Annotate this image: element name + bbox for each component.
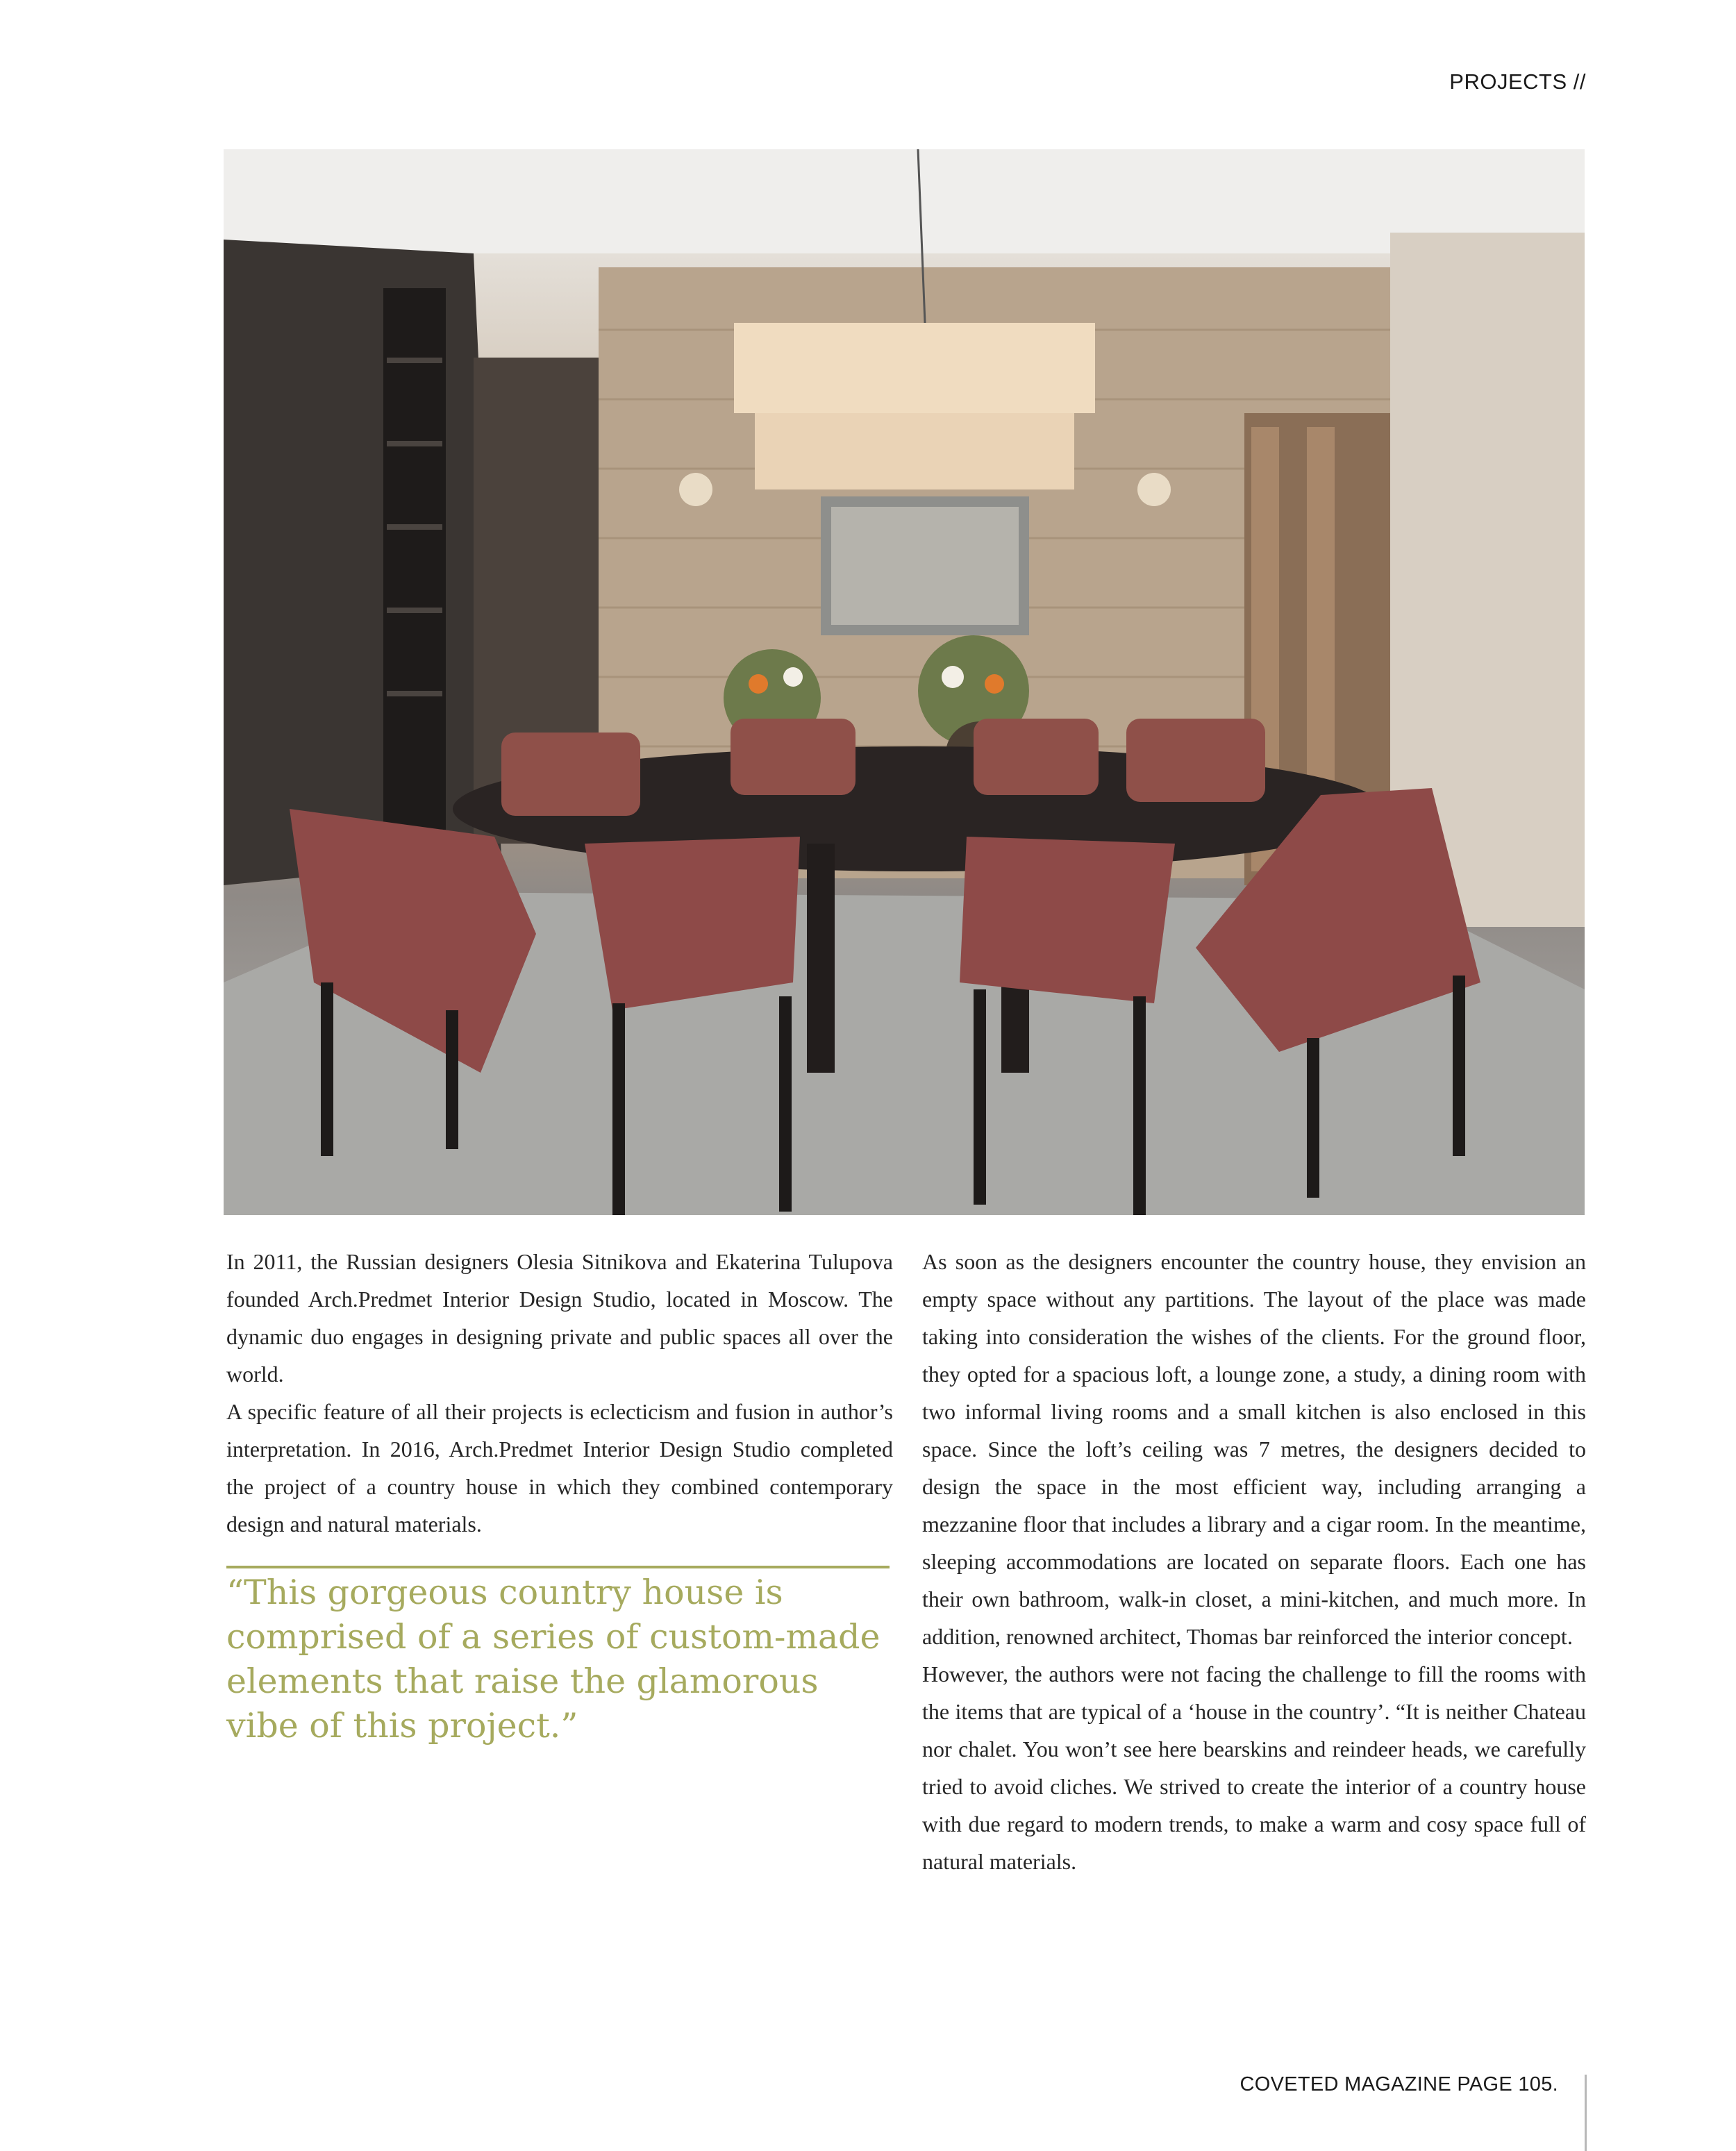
page-footer: COVETED MAGAZINE PAGE 105. (1240, 2073, 1558, 2095)
left-column (226, 1243, 893, 1543)
right-paragraph-2: However, the authors were not facing the challenge to fill the rooms with the items that are typical of a ‘house in the country’. “It is neither Chateau nor chalet. You won’t see here bearskins and reindeer heads, we carefully tried to avoid cliches. We strived to create the interior of a country house with due regard to modern trends, to make a warm and cosy space full of natural materials. (922, 1662, 1586, 1874)
dining-room-photo (224, 149, 1585, 1215)
dining-room-illustration (224, 149, 1585, 1215)
pull-quote-rule (226, 1566, 890, 1568)
footer-divider (1585, 2075, 1587, 2151)
pull-quote: “This gorgeous country house is comprised of a series of custom-made elements that raise the glamorous vibe of this project.” (226, 1573, 880, 1746)
section-label: PROJECTS // (1449, 69, 1586, 94)
left-paragraph-2: A specific feature of all their projects is eclecticism and fusion in author’s interpretation. In 2016, Arch.Predmet Interior Design Studio completed the project of a country house in which they combined contemporary design and natural materials. (226, 1399, 893, 1537)
left-paragraph-1: In 2011, the Russian designers Olesia Sitnikova and Ekaterina Tulupova founded Arch.Predmet Interior Design Studio, located in Moscow. The dynamic duo engages in designing private and public spaces all over the world. (226, 1249, 893, 1387)
right-column (922, 1243, 1586, 1880)
right-paragraph-1: As soon as the designers encounter the country house, they envision an empty space without any partitions. The layout of the place was made taking into consideration the wishes of the clients. For the ground floor, they opted for a spacious loft, a lounge zone, a study, a dining room with two informal living rooms and a small kitchen is also enclosed in this space. Since the loft’s ceiling was 7 metres, the designers decided to design the space in the most efficient way, including arranging a mezzanine floor that includes a library and a cigar room. In the meantime, sleeping accommodations are located on separate floors. Each one has their own bathroom, walk-in closet, a mini-kitchen, and much more. In addition, renowned architect, Thomas bar reinforced the interior concept. (922, 1249, 1586, 1649)
